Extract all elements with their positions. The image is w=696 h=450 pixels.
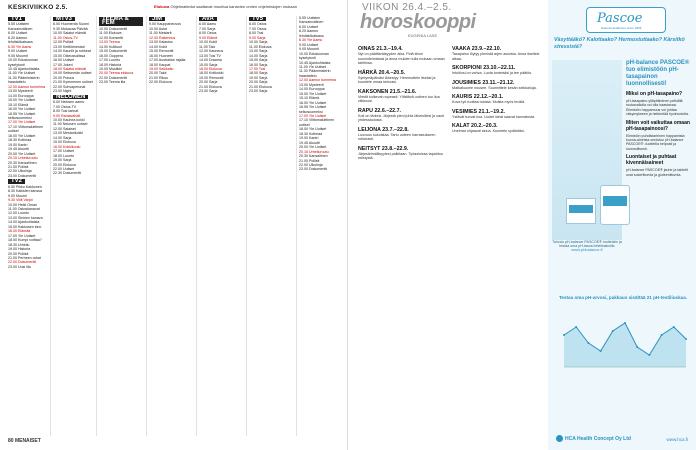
- program-entry: 20.00 Yle Uutiset: [299, 145, 327, 150]
- chart-point: [612, 330, 614, 332]
- program-entry: 22.00 Elokuva: [149, 80, 172, 85]
- program-entry: 9.00 Sarja: [249, 35, 266, 40]
- chart-point: [648, 354, 650, 356]
- sign-title: SKORPIONI 23.10.–22.11.: [452, 65, 516, 71]
- chart-point: [600, 350, 602, 352]
- program-entry: 20.00 Talot: [149, 71, 167, 76]
- program-entry: 15.00 Oikeussalissa: [53, 53, 86, 58]
- program-entry: 10.00 Kokit: [199, 40, 217, 45]
- chart-point: [636, 346, 638, 348]
- program-entry: 14.00 Ajankohtaista: [8, 220, 40, 225]
- sign-text: Syntymäpäiväsi lähestyy. Hemmottele itseäsi ja kuuntele omaa kehoasi.: [358, 75, 436, 84]
- chart-point: [685, 338, 687, 340]
- program-entry: 11.00 Elokuva: [99, 31, 122, 36]
- program-entry: 19.45 Akuutti: [299, 140, 320, 145]
- program-entry: 10.00 Dokumentti: [99, 26, 128, 31]
- program-entry: 17.00 Australian rajalla: [149, 58, 186, 63]
- program-entry: 17.10 Viittomakielinen uutiset: [8, 124, 44, 134]
- program-entry: 14.00 Eurooppa: [299, 87, 325, 92]
- program-entry: 18.30 Kotimaa: [299, 131, 323, 136]
- page-footer: 80 MENAISET: [8, 438, 41, 444]
- program-entry: 20.00 Sarja: [249, 80, 268, 85]
- program-entry: 22.30 Dokumentti: [53, 171, 82, 176]
- program-entry: 12.00 Kauneus: [199, 49, 224, 54]
- program-entry: 18.00 Luonto: [53, 153, 74, 158]
- chart-point: [673, 326, 675, 328]
- program-entry: 22.00 Ulkolinja: [8, 169, 32, 174]
- program-entry: 23.00 Uusi ilta: [8, 264, 31, 269]
- program-entry: 9.05 Muumit: [299, 47, 319, 52]
- program-list: [99, 27, 143, 85]
- program-entry: 16.00 Uutiset: [53, 58, 75, 63]
- program-entry: 13.00 Sarja: [249, 49, 268, 54]
- ad-left-caption: [552, 240, 622, 253]
- program-entry: 21.00 Kymmenen uutiset: [53, 80, 93, 85]
- chart-point: [624, 322, 626, 324]
- sign-title: HÄRKÄ 20.4.–20.5.: [358, 69, 406, 76]
- chart-caption: Testaa oma pH-arvosi, pakkaus sisältää 21 pH-testiliuskaa.: [558, 295, 688, 300]
- horoscope-author: EUGENIA LASE: [408, 33, 438, 38]
- channel-label: TEEMA & FEM: [99, 17, 143, 26]
- program-entry: 14.00 Kokit: [149, 44, 167, 49]
- sign-title: JOUSIMIES 23.11.–21.12.: [452, 79, 515, 86]
- program-entry: 9.00 Kauppaneuvos: [149, 22, 181, 27]
- program-list: [149, 22, 193, 84]
- chart-point: [661, 334, 663, 336]
- program-entry: 14.00 Kauniit ja rohkeat: [53, 49, 91, 54]
- program-entry: 17.00 Yle Uutiset: [8, 120, 36, 125]
- program-entry: 15.00 Yle Uutiset: [8, 98, 36, 103]
- program-entry: 8.30 Kaikkien kanssa: [8, 189, 42, 194]
- program-entry: 11.00 Nelosen uutiset: [53, 122, 88, 127]
- program-entry: 20.00 Sarja: [199, 80, 218, 85]
- program-entry: 13.00 Keittiömestari: [53, 44, 85, 49]
- program-entry: 16.00 Elämää: [8, 229, 31, 234]
- program-entry: 11.00 Yle Uutiset: [8, 71, 36, 76]
- sign-text: Unelmat ohjaavat sinua. Kuuntele sydäntäsi.: [452, 129, 525, 133]
- program-entry: 21.00 Perheen rahat: [8, 256, 41, 261]
- left-caption-text: Tutustu pH-balance PASCOE® tuotteisiin ja testaa oma pH-tasosi testiliuskoilla: [552, 240, 622, 249]
- program-entry: 20.15 Urheiluruutu: [8, 156, 38, 161]
- program-entry: 19.00 Kantri: [8, 142, 28, 147]
- sign-text: Viestit kulkevat nopeasti. Yllättävä uutinen tuo iloa viikkoosi.: [358, 94, 440, 103]
- sign-text: Intuitiosi on vahva. Luota tunteisiisi ja tee päätös.: [452, 71, 533, 75]
- channel-label: AVA: [199, 17, 217, 21]
- column-divider: [196, 16, 197, 436]
- pascoe-logo: [586, 7, 666, 33]
- ad-q1: Miksi on pH-tasapaino?: [626, 91, 683, 97]
- program-entry: 9.00 Elämä: [199, 35, 218, 40]
- program-entry: 20.30 Kansallinen: [299, 154, 328, 159]
- program-entry: 9.00 Rantavahdit: [53, 113, 81, 118]
- ad-q2-text: Elimistön puhdistaminen happamista kuona-aineista onnistuu pH-balance PASCOE® -tuotteilla helposti ja luonnollisesti.: [626, 133, 685, 151]
- program-entry: 13.00 Kalastus: [149, 40, 173, 45]
- program-entry: 18.00 Kumpi voittaa?: [8, 238, 42, 243]
- program-entry: 15.00 Dokumentti: [99, 49, 128, 54]
- footer-brand-text: HCA Health Concept Oy Ltd: [565, 435, 631, 442]
- program-entry: 7.00 Sarja: [199, 26, 216, 31]
- program-entry: 21.00 Poliisit: [8, 164, 29, 169]
- program-list: [53, 100, 93, 176]
- program-entry: 6.00 Ostos: [249, 22, 267, 27]
- program-entry: 17.00 Luonto: [99, 58, 120, 63]
- program-entry: 6.30 Yle Aamu: [8, 44, 32, 49]
- program-entry: 10.00 Kauhea kokki: [53, 117, 85, 122]
- program-entry: 22.00 Dokumentti: [8, 260, 37, 265]
- tv-column: [99, 16, 143, 436]
- program-entry: 10.00 Hetki Oman: [8, 202, 37, 207]
- ph-chart: [558, 305, 690, 375]
- ad-q3: Luontaiset ja puhtaat kivennäisaineet: [626, 154, 677, 167]
- program-entry: 10.00 Autot: [149, 26, 168, 31]
- program-entry: 19.00 Sarja: [249, 75, 268, 80]
- horoscope-section: [348, 0, 548, 450]
- sign-title: KAURIS 22.12.–20.1.: [452, 94, 504, 100]
- brand-sub: Natural Healthcare since 1895: [601, 26, 642, 30]
- program-entry: 11.00 Elokuva: [249, 44, 272, 49]
- program-entry: 17.10 Viittomakielinen uutiset: [299, 118, 335, 127]
- tv-column: [299, 16, 343, 436]
- program-entry: 5.55 Uutisten Kansainvälinen: [8, 22, 33, 31]
- sign-title: NEITSYT 23.8.–22.9.: [358, 145, 409, 152]
- program-entry: 21.00 Elokuva: [199, 84, 222, 89]
- channel-label: TV2: [8, 179, 25, 183]
- sign-text: Ystävät tuovat iloa. Uudet ideat saavat kannatusta.: [452, 114, 536, 119]
- tv-column: [249, 16, 293, 436]
- program-entry: 19.00 Historia: [8, 247, 31, 252]
- program-entry: 9.00 Muumi: [8, 193, 27, 198]
- program-entry: 14.00 Kulttuuri: [99, 44, 123, 49]
- chart-area: [564, 323, 686, 367]
- column-divider: [246, 16, 247, 436]
- sign-text: Tasapaino löytyy pienistä arjen asioista. Anna itsellesi aikaa.: [452, 52, 540, 61]
- program-entry: 18.00 Kotikokki: [199, 71, 224, 76]
- week-dates: 26.4.–2.5.: [402, 2, 452, 13]
- ad-footer-url[interactable]: www.hca.fi: [666, 437, 688, 442]
- column-divider: [296, 16, 297, 436]
- program-entry: 15.00 Remontit: [149, 49, 174, 54]
- program-entry: 11.30 Pääministerin haastattelu: [8, 75, 40, 85]
- program-entry: 19.00 Musiikki: [99, 66, 122, 71]
- program-entry: 11.00 Ostoskanavat: [8, 207, 40, 212]
- program-entry: 16.00 Elokuva: [199, 66, 222, 71]
- program-entry: 16.00 Ooppera: [99, 53, 123, 58]
- program-entry: 19.00 Kantri: [299, 136, 319, 141]
- tv-column: [8, 16, 48, 436]
- program-entry: 13.00 Tosi TV: [199, 53, 221, 58]
- program-entry: 12.00 Aamun tunnelma: [299, 78, 336, 83]
- product-bottle-image: [600, 185, 630, 225]
- chart-point: [587, 342, 589, 344]
- sign-text: Matkakuume nousee. Suunnittele kesän seikkailuja.: [452, 85, 537, 90]
- program-entry: 8.00 Tosi tarinat: [53, 109, 79, 114]
- program-entry: 18.00 Sarja: [249, 71, 268, 76]
- tv-column: [53, 16, 93, 436]
- program-entry: 10.00 Eduskunnan kyselytunti: [299, 51, 329, 61]
- program-entry: 18.00 Yle Uutiset: [299, 127, 327, 132]
- program-entry: 23.00 Sarja: [249, 89, 268, 94]
- ad-headline: pH-balance PASCOE® tuo elimistöön pH-tasapainon luonnollisesti!: [626, 60, 690, 87]
- program-entry: 17.00 Uutiset: [53, 149, 75, 154]
- page-header-day: KESKIVIIKKO 2.5.: [8, 4, 68, 11]
- program-entry: 7.00 Ostos-TV: [53, 104, 77, 109]
- sign-text: Kova työ tuottaa tulosta. Muista myös levätä.: [452, 100, 526, 104]
- program-entry: 11.00 Ostos-TV: [53, 35, 78, 40]
- program-entry: 19.00 Seikkailu: [149, 66, 174, 71]
- channel-label: TV5: [249, 17, 266, 21]
- program-entry: 23.00 Dokumentti: [8, 173, 37, 178]
- sign-title: VAAKA 23.9.–22.10.: [452, 46, 502, 52]
- program-entry: 10.45 Ajankohtaista: [299, 60, 331, 65]
- program-entry: 20.00 Yle Uutiset: [8, 151, 36, 156]
- program-entry: 21.00 Elokuva: [249, 84, 272, 89]
- sign-title: OINAS 21.3.–19.4.: [358, 46, 403, 52]
- program-entry: 16.55 Yle Uutiset selkosuomeksi: [8, 111, 36, 120]
- program-entry: 16.00 Yle Uutiset: [299, 100, 327, 105]
- program-entry: 12.00 Aamun tunnelma: [8, 84, 45, 89]
- ad-url-link[interactable]: www.phbalance.fi: [571, 247, 603, 253]
- pascoe-advertisement: [548, 0, 696, 450]
- program-entry: 15.00 Elokuva: [53, 140, 76, 145]
- channel-label: MTV3: [53, 17, 75, 21]
- program-entry: 12.00 Poliisit: [53, 40, 74, 45]
- program-entry: 15.00 Kakkosen kino: [8, 224, 42, 229]
- program-entry: 8.00 Tosi: [249, 31, 264, 36]
- program-list: [8, 22, 48, 178]
- program-entry: 14.00 Draama: [199, 58, 222, 63]
- sign-text: Koti on tärkeä. Järjestä pieni juhla läheisillesi ja nauti yhdessäolosta.: [358, 113, 445, 122]
- program-entry: 22.00 Sohvaperunat: [53, 84, 86, 89]
- program-entry: 20.00 Elokuva: [53, 162, 76, 167]
- program-entry: 18.00 Historia: [99, 62, 122, 67]
- program-entry: 11.00 Yle Uutiset: [299, 64, 327, 69]
- program-list: [249, 22, 293, 93]
- program-entry: 6.00 Aamu: [199, 22, 217, 27]
- program-list: [53, 22, 93, 93]
- program-entry: 9.00 Uutiset: [299, 42, 319, 47]
- program-entry: 13.00 Teema: [99, 40, 120, 45]
- program-entry: 21.00 Rikos: [149, 75, 168, 80]
- program-entry: 12.00 Rakennus: [149, 35, 176, 40]
- program-entry: 9.30 Villit Varjot: [8, 198, 33, 203]
- sign-title: KALAT 20.2.–20.3.: [452, 123, 498, 129]
- program-entry: 13.00 Mestarikokki: [53, 131, 83, 136]
- column-divider: [50, 16, 51, 436]
- sign-title: KAKSONEN 21.5.–21.6.: [358, 88, 417, 95]
- program-entry: 22.00 Ulkolinja: [299, 162, 323, 167]
- program-entry: 6.00 Huomenta Suomi: [53, 22, 89, 27]
- program-entry: 20.00 Poliisit: [8, 251, 29, 256]
- program-entry: 6.20 Aamun lehdistökatsaus: [8, 35, 33, 45]
- ad-q3-text: pH-balance PASCOE® jauhe ja tabletit ovat sokerittomia ja gluteenittomia.: [626, 168, 688, 177]
- program-entry: 23.00 Night: [53, 89, 72, 94]
- program-entry: 18.00 Kaupat: [149, 62, 171, 67]
- sign-text: Järjestelmällisyytesi palkitaan. Työasioissa tapahtuu edistystä.: [358, 151, 443, 160]
- sign-text: Luovuus kukoistaa. Tartu uuteen harrastukseen rohkeasti.: [358, 132, 436, 141]
- program-entry: 19.00 Seitsemän uutiset: [53, 71, 92, 76]
- program-entry: 18.30 Kotimaa: [8, 138, 32, 143]
- program-entry: 17.00 Tosi: [249, 66, 266, 71]
- program-list: [299, 16, 343, 172]
- program-entry: 21.00 Poliisit: [299, 158, 320, 163]
- column-divider: [96, 16, 97, 436]
- program-entry: 18.00 Yle Uutiset: [8, 133, 36, 138]
- program-entry: 19.45 Akuutti: [8, 147, 29, 152]
- ad-q2: Miten voit vaikuttaa omaan pH-tasapainoosi?: [626, 119, 690, 132]
- header-pick-text: Ohjelmatiedot saattavat muuttua kanavien omien ohjelmistojen mukaan: [170, 4, 297, 9]
- program-entry: 14.00 Sarja: [53, 135, 72, 140]
- sign-title: RAPU 22.6.–22.7.: [358, 107, 401, 114]
- program-entry: 9.00 Uutiset: [8, 49, 28, 54]
- program-entry: 12.00 Konsertti: [99, 35, 124, 40]
- program-entry: 19.00 Remontti: [199, 75, 224, 80]
- program-entry: 20.00 Putous: [53, 75, 75, 80]
- channel-label: NELONEN: [53, 95, 88, 99]
- program-entry: 15.10 Elämä: [8, 102, 29, 107]
- program-entry: 18.00 Salatut elämät: [53, 66, 86, 71]
- program-entry: 9.05 Muumit: [8, 53, 28, 58]
- program-entry: 6.00 Uutiset: [299, 24, 319, 29]
- program-entry: 10.00 Eduskunnan kyselytunti: [8, 58, 38, 67]
- program-entry: 14.00 Sarja: [249, 53, 268, 58]
- program-entry: 18.30 Urheilu: [8, 242, 30, 247]
- program-entry: 16.55 Yle Uutiset selkosuomeksi: [299, 105, 327, 114]
- horoscope-title: horoskooppi: [360, 11, 476, 33]
- week-label: VIIKON: [362, 2, 399, 13]
- horoscope-ad-page: [348, 0, 696, 450]
- program-entry: 22.00 Dokumentti: [99, 75, 128, 80]
- program-entry: 9.30 Mukavaa Päivää: [53, 26, 88, 31]
- program-entry: 6.50 Pikku Kakkonen: [8, 184, 42, 189]
- program-entry: 11.30 Pääministerin haastattelu: [299, 69, 331, 78]
- program-entry: 17.00 Yle Uutiset: [299, 113, 327, 118]
- tv-column: [199, 16, 243, 436]
- program-entry: 23.00 Sarja: [199, 89, 218, 94]
- program-entry: 16.00 Huoneet: [149, 53, 173, 58]
- ad-footer-brand: [556, 435, 631, 442]
- program-entry: 10.00 Sarja: [249, 40, 268, 45]
- sign-text: Nyt on päättäväisyyden aika. Pidä kiinni suunnitelmistasi ja anna muiden tulla mukaan omaan tahtiinsa.: [358, 52, 445, 65]
- column-divider: [146, 16, 147, 436]
- channel-label: TV1: [8, 17, 25, 21]
- program-entry: 17.00 Jokeri: [53, 62, 73, 67]
- channel-label: JIM: [149, 17, 165, 21]
- program-entry: 20.00 Teema elokuva: [99, 71, 134, 76]
- program-entry: 7.00 Ostos: [249, 26, 267, 31]
- program-entry: 22.00 Uutiset: [53, 166, 75, 171]
- product-box-image: [566, 198, 596, 224]
- program-entry: 23.00 Teema ilta: [99, 80, 126, 85]
- program-entry: 6.00 Nelosen aamu: [53, 100, 85, 105]
- program-entry: 10.00 Salatut elämät: [53, 31, 86, 36]
- program-entry: 13.00 Mysteerit: [8, 89, 33, 94]
- program-entry: 15.10 Elämä: [299, 96, 320, 101]
- ad-q1-text: pH-tasapaino ylläpitäminen pelkällä ruokavaliolla voi olla haastavaa. Elimistön happamuus voi johtaa väsymykseen ja heikentää hyvinvointia.: [626, 99, 689, 117]
- program-entry: 13.00 Mysteerit: [299, 82, 324, 87]
- program-entry: 14.00 Eurooppa: [8, 93, 34, 98]
- program-list: [199, 22, 243, 93]
- horoscope-column-left: [358, 42, 446, 161]
- program-list: [8, 185, 48, 270]
- header-pick: Elokuva: [154, 4, 170, 9]
- program-entry: 6.20 Aamun lehdistökatsaus: [299, 29, 324, 38]
- program-entry: 11.00 Mestarit: [149, 31, 172, 36]
- brand-name: Pascoe: [597, 11, 643, 26]
- program-entry: 6.30 Yle Aamu: [299, 38, 323, 43]
- sign-title: VESIMIES 21.1.–19.2.: [452, 108, 505, 115]
- chart-point: [563, 334, 565, 336]
- program-entry: 5.55 Uutisten Kansainvälinen: [299, 16, 324, 25]
- program-entry: 19.00 Sarja: [53, 158, 72, 163]
- program-entry: 6.00 Uutiset: [8, 31, 28, 36]
- program-entry: 17.00 Yle Uutiset: [8, 233, 36, 238]
- horoscope-column-right: [452, 42, 540, 134]
- program-entry: 8.00 Ostos: [199, 31, 217, 36]
- program-entry: 16.00 Kokkikoulu: [53, 144, 81, 149]
- program-entry: 15.00 Yle Uutiset: [299, 91, 327, 96]
- program-entry: 20.30 Kansallinen: [8, 160, 37, 165]
- sign-title: LEIJONA 23.7.–22.8.: [358, 126, 409, 133]
- hca-logo-icon: [556, 435, 563, 442]
- program-entry: 16.00 Yle Uutiset: [8, 107, 36, 112]
- program-entry: 16.00 Sarja: [249, 62, 268, 67]
- ad-slogan: Väsyttääkö? Kalottaako? Hermostuttaako? Kärsitkö stressistä?: [554, 37, 685, 50]
- program-entry: 11.00 Talo: [199, 44, 216, 49]
- page-header-note: [154, 4, 297, 9]
- chart-point: [575, 326, 577, 328]
- program-entry: 10.45 Ajankohtaista: [8, 66, 40, 71]
- program-entry: 23.00 Dokumentti: [299, 167, 328, 172]
- program-entry: 20.15 Urheiluruutu: [299, 149, 329, 154]
- tv-column: [149, 16, 193, 436]
- program-entry: 15.00 Sarja: [249, 58, 268, 63]
- program-entry: 13.00 Sininen kanava: [8, 215, 43, 220]
- program-entry: 12.00 Luonto: [8, 211, 29, 216]
- program-entry: 12.00 Salaiset: [53, 126, 76, 131]
- ad-body: [626, 60, 692, 177]
- program-entry: 15.00 Sarja: [199, 62, 218, 67]
